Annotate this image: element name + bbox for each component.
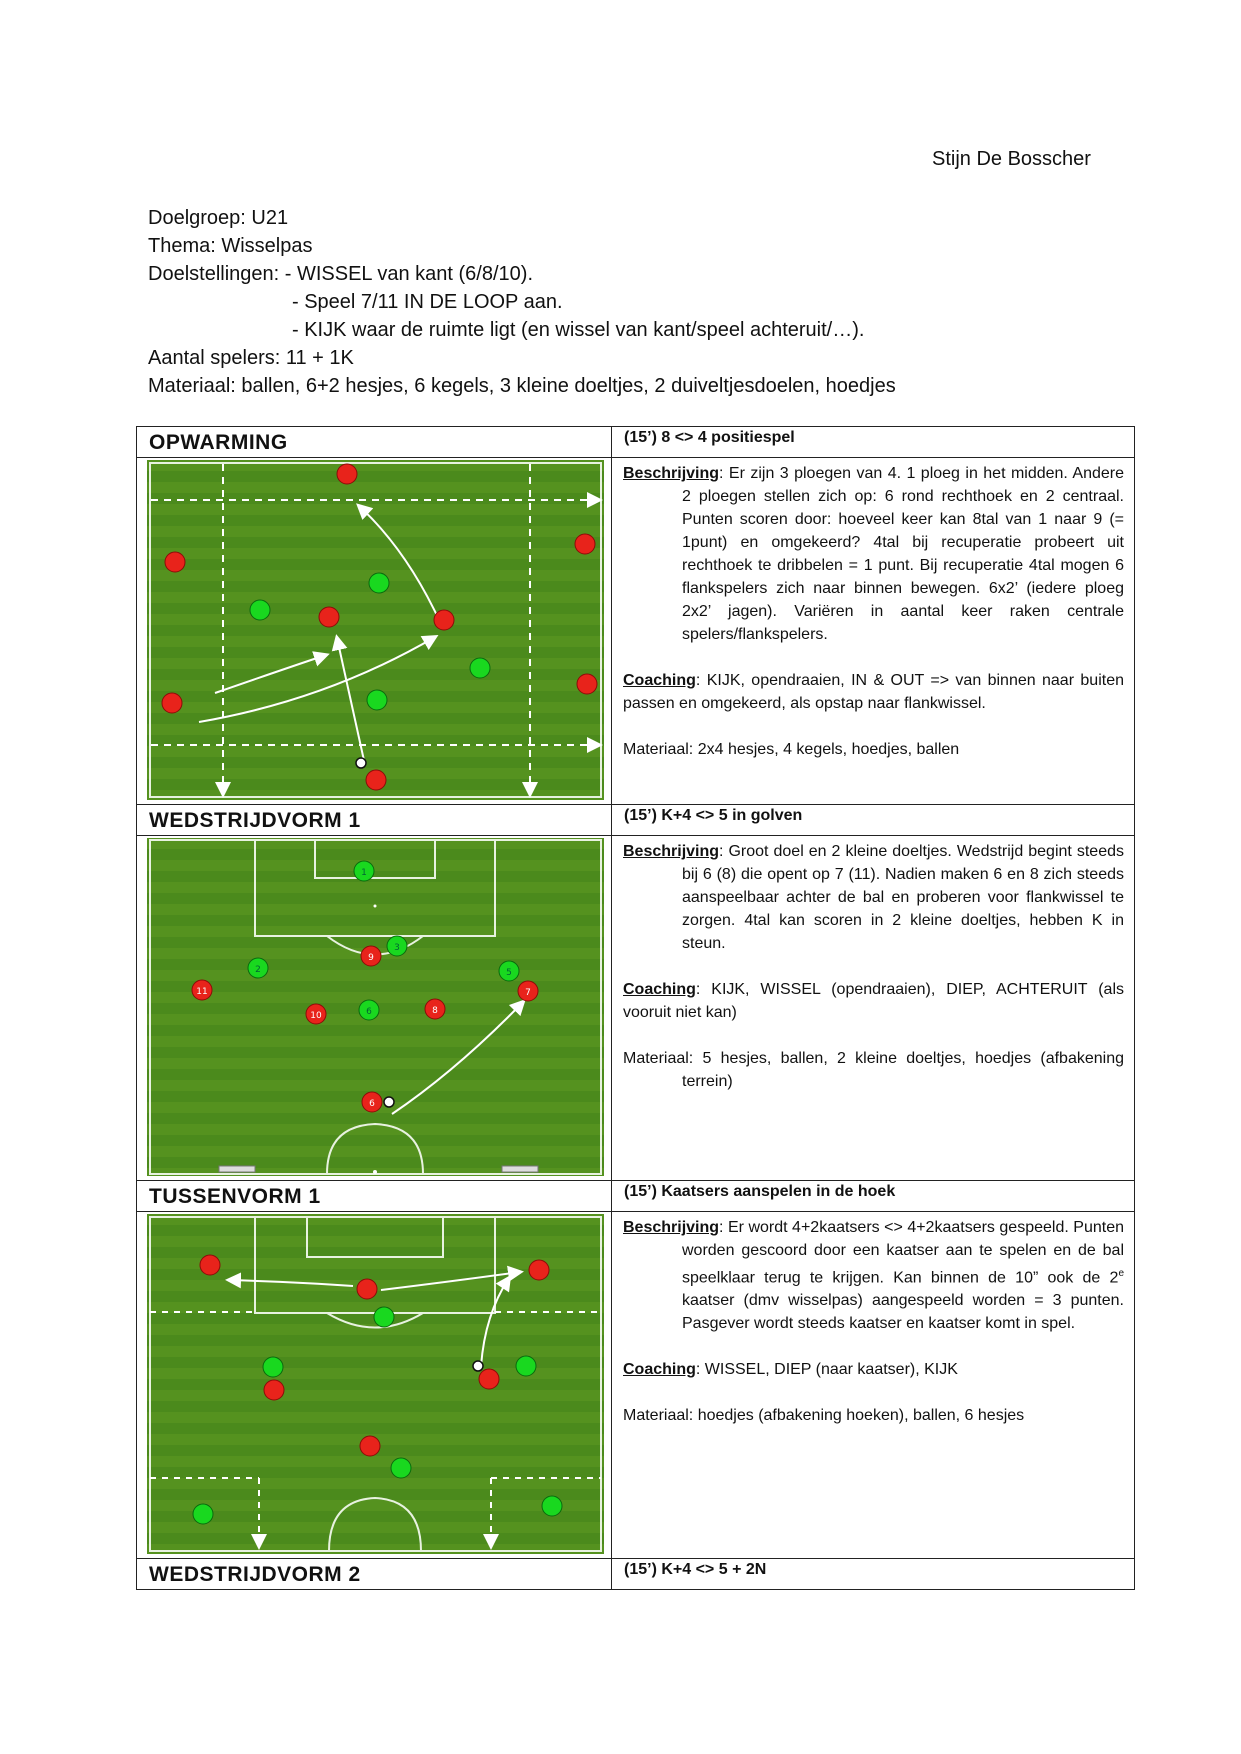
green-player [470, 658, 490, 678]
pitch-diagram-intermediate [147, 1214, 604, 1554]
diagram-cell [137, 458, 612, 805]
red-player [577, 674, 597, 694]
green-player-1 [354, 861, 374, 881]
green-player [263, 1357, 283, 1377]
green-player [250, 600, 270, 620]
svg-text:5: 5 [506, 968, 512, 978]
objective-1: Doelstellingen: - WISSEL van kant (6/8/10). [148, 263, 533, 285]
green-player [391, 1458, 411, 1478]
pitch-diagram-game-1 [147, 838, 604, 1176]
materials: Materiaal: ballen, 6+2 hesjes, 6 kegels, 3 kleine doeltjes, 2 duiveltjesdoelen, hoedjes [148, 375, 896, 397]
red-player-8 [425, 999, 445, 1019]
red-player [200, 1255, 220, 1275]
red-player [162, 693, 182, 713]
coaching: Coaching: WISSEL, DIEP (naar kaatser), KIJK [623, 1361, 958, 1379]
red-player [479, 1369, 499, 1389]
pitch [147, 460, 604, 800]
red-player [337, 464, 357, 484]
description: Beschrijving: Groot doel en 2 kleine doeltjes. Wedstrijd begint steeds bij 6 (8) die opent op 7 (11). Nadien maken 6 en 8 zich steeds aanspeelbaar achter de bal en proberen voor flankwissel te zorgen. 4tal kan scoren in 2 kleine doeltjes, hebben K in steun. [623, 843, 1124, 952]
green-player-2 [248, 958, 268, 978]
green-player-5 [499, 961, 519, 981]
red-player [165, 552, 185, 572]
coaching: Coaching: KIJK, opendraaien, IN & OUT => van binnen naar buiten passen en omgekeerd, als opstap naar flankwissel. [623, 672, 1124, 712]
section-title: WEDSTRIJDVORM 1 [137, 805, 612, 836]
red-player-9 [361, 946, 381, 966]
red-player [575, 534, 595, 554]
diagram-cell [137, 1212, 612, 1559]
objective-2: - Speel 7/11 IN DE LOOP aan. [292, 291, 563, 313]
green-player [193, 1504, 213, 1524]
red-player [529, 1260, 549, 1280]
section-materials: Materiaal: 5 hesjes, ballen, 2 kleine doeltjes, hoedjes (afbakening terrein) [623, 1050, 1124, 1090]
green-player [369, 573, 389, 593]
svg-text:6: 6 [369, 1099, 375, 1109]
ball [384, 1097, 394, 1107]
ball [473, 1361, 483, 1371]
green-player-3 [387, 936, 407, 956]
green-player [516, 1356, 536, 1376]
coaching: Coaching: KIJK, WISSEL (opendraaien), DIEP, ACHTERUIT (als vooruit niet kan) [623, 981, 1124, 1021]
red-player [357, 1279, 377, 1299]
section-materials: Materiaal: 2x4 hesjes, 4 kegels, hoedjes, ballen [623, 741, 960, 758]
author-name: Stijn De Bosscher [932, 148, 1091, 170]
svg-text:9: 9 [368, 953, 374, 963]
green-player-6 [359, 1000, 379, 1020]
objective-3: - KIJK waar de ruimte ligt (en wissel van kant/speel achteruit/…). [292, 319, 865, 341]
green-player [374, 1307, 394, 1327]
section-subtitle: (15’) Kaatsers aanspelen in de hoek [612, 1181, 1135, 1212]
small-goal [219, 1166, 255, 1172]
red-player-11 [192, 980, 212, 1000]
section-subtitle: (15’) K+4 <> 5 + 2N [612, 1559, 1135, 1590]
description-cell [612, 836, 1135, 1181]
section-title: OPWARMING [137, 427, 612, 458]
red-player [434, 610, 454, 630]
svg-text:8: 8 [432, 1006, 438, 1016]
theme: Thema: Wisselpas [148, 235, 313, 257]
red-player [319, 607, 339, 627]
section-title: WEDSTRIJDVORM 2 [137, 1559, 612, 1590]
red-player [264, 1380, 284, 1400]
red-player [360, 1436, 380, 1456]
green-player [542, 1496, 562, 1516]
pitch-diagram-warmup [147, 460, 604, 800]
description: Beschrijving: Er wordt 4+2kaatsers <> 4+2kaatsers gespeeld. Punten worden gescoord door een kaatser aan te spelen en de bal speelklaar terug te krijgen. Kan binnen de 10” ook de 2e kaatser (dmv wisselpas) aangespeeld worden = 3 punten. Pasgever wordt steeds kaatser en kaatser komt in spel. [623, 1219, 1124, 1333]
description-cell [612, 1212, 1135, 1559]
red-player [366, 770, 386, 790]
red-player-10 [306, 1004, 326, 1024]
description-cell [612, 458, 1135, 805]
diagram-cell [137, 836, 612, 1181]
svg-text:3: 3 [394, 943, 400, 953]
section-subtitle: (15’) K+4 <> 5 in golven [612, 805, 1135, 836]
svg-text:2: 2 [255, 965, 261, 975]
target-group: Doelgroep: U21 [148, 207, 289, 229]
description: Beschrijving: Er zijn 3 ploegen van 4. 1 ploeg in het midden. Andere 2 ploegen stellen zich op: 6 rond rechthoek en 2 centraal. Punten scoren door: hoeveel keer kan 8tal van 1 naar 9 (= 1punt) en omgekeerd? 4tal bij recuperatie probeert uit rechthoek te dribbelen = 1 punt. Bij recuperatie 4tal mogen 6 flankspelers zich naar binnen bewegen. 6x2’ (iedere ploeg 2x2’ jagen). Variëren in aantal keer raken centrale spelers/flankspelers. [623, 465, 1124, 643]
ball [356, 758, 366, 768]
small-goal [502, 1166, 538, 1172]
svg-text:11: 11 [196, 987, 208, 997]
svg-text:6: 6 [366, 1007, 372, 1017]
section-title: TUSSENVORM 1 [137, 1181, 612, 1212]
svg-text:7: 7 [525, 988, 531, 998]
svg-text:10: 10 [310, 1011, 322, 1021]
section-subtitle: (15’) 8 <> 4 positiespel [612, 427, 1135, 458]
red-player-6 [362, 1092, 382, 1112]
red-player-7 [518, 981, 538, 1001]
green-player [367, 690, 387, 710]
player-count: Aantal spelers: 11 + 1K [148, 347, 354, 369]
session-info [148, 204, 896, 400]
svg-text:1: 1 [361, 868, 367, 878]
section-materials: Materiaal: hoedjes (afbakening hoeken), ballen, 6 hesjes [623, 1407, 1025, 1425]
training-plan-table [136, 426, 1135, 1590]
